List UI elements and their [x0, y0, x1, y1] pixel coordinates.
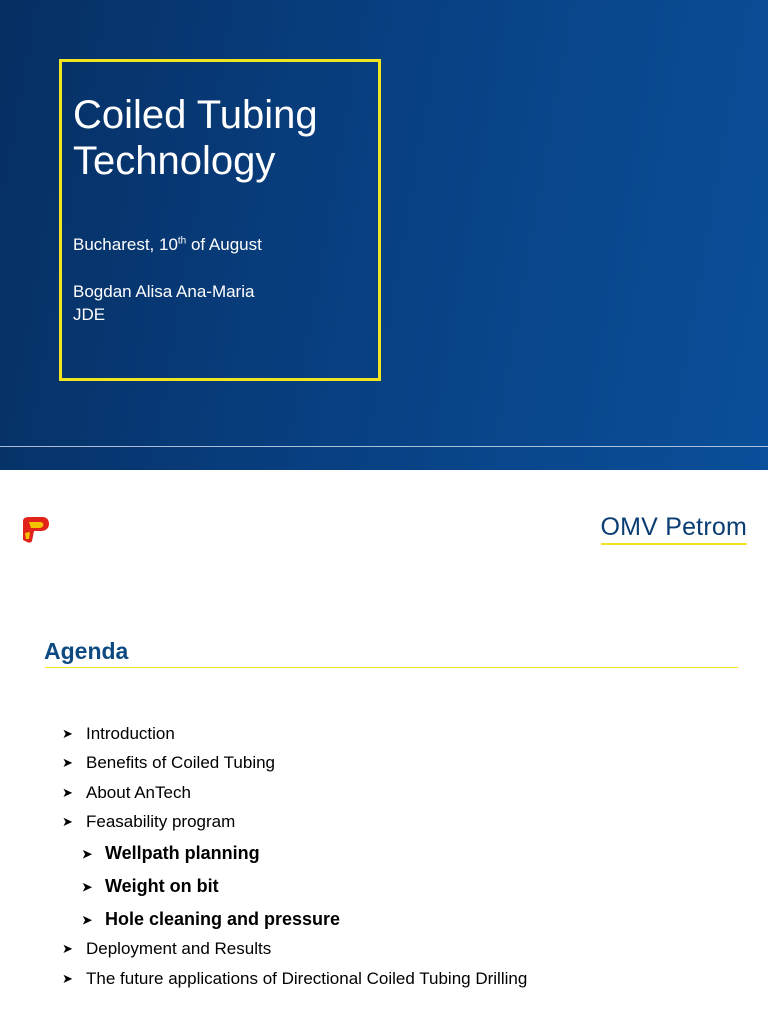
agenda-item	[62, 724, 175, 744]
agenda-subitem-label: Weight on bit	[105, 876, 219, 896]
agenda-item	[62, 939, 271, 959]
agenda-item-label: Introduction	[86, 724, 175, 743]
department: JDE	[73, 305, 106, 324]
agenda-item-label: About AnTech	[86, 783, 191, 802]
date-prefix: Bucharest, 10	[73, 235, 178, 254]
omv-petrom-logo: OMV Petrom	[601, 513, 747, 545]
arrow-bullet-icon: ➤	[82, 879, 93, 894]
footer-divider	[0, 446, 768, 447]
agenda-subitem	[82, 876, 219, 897]
title-line-1: Coiled Tubing	[73, 93, 318, 137]
agenda-item	[62, 969, 527, 989]
agenda-subitem	[82, 843, 260, 864]
agenda-slide	[0, 470, 768, 1024]
agenda-item-label: Benefits of Coiled Tubing	[86, 753, 276, 772]
agenda-subitem	[82, 909, 340, 930]
arrow-bullet-icon: ➤	[62, 971, 73, 986]
arrow-bullet-icon: ➤	[62, 726, 73, 741]
arrow-bullet-icon: ➤	[62, 755, 73, 770]
date-suffix: of August	[186, 235, 262, 254]
title-frame	[59, 59, 381, 381]
date-ordinal-suffix: th	[177, 235, 187, 247]
arrow-bullet-icon: ➤	[62, 941, 73, 956]
presentation-title	[73, 92, 373, 184]
agenda-title: Agenda	[44, 638, 129, 664]
agenda-item	[62, 753, 275, 773]
arrow-bullet-icon: ➤	[82, 846, 93, 861]
agenda-item-label: The future applications of Directional Coiled Tubing Drilling	[86, 969, 528, 988]
agenda-subitem-label: Wellpath planning	[105, 843, 260, 863]
agenda-item	[62, 812, 235, 832]
agenda-item-label: Feasability program	[86, 812, 236, 831]
agenda-item-label: Deployment and Results	[86, 939, 272, 958]
agenda-list	[0, 470, 768, 1024]
title-line-2: Technology	[73, 139, 276, 183]
author-name: Bogdan Alisa Ana-Maria	[73, 282, 255, 301]
agenda-subitem-label: Hole cleaning and pressure	[105, 909, 341, 929]
arrow-bullet-icon: ➤	[82, 912, 93, 927]
agenda-item	[62, 783, 191, 803]
arrow-bullet-icon: ➤	[62, 785, 73, 800]
arrow-bullet-icon: ➤	[62, 814, 73, 829]
presentation-date	[73, 233, 262, 256]
title-slide	[0, 0, 768, 470]
